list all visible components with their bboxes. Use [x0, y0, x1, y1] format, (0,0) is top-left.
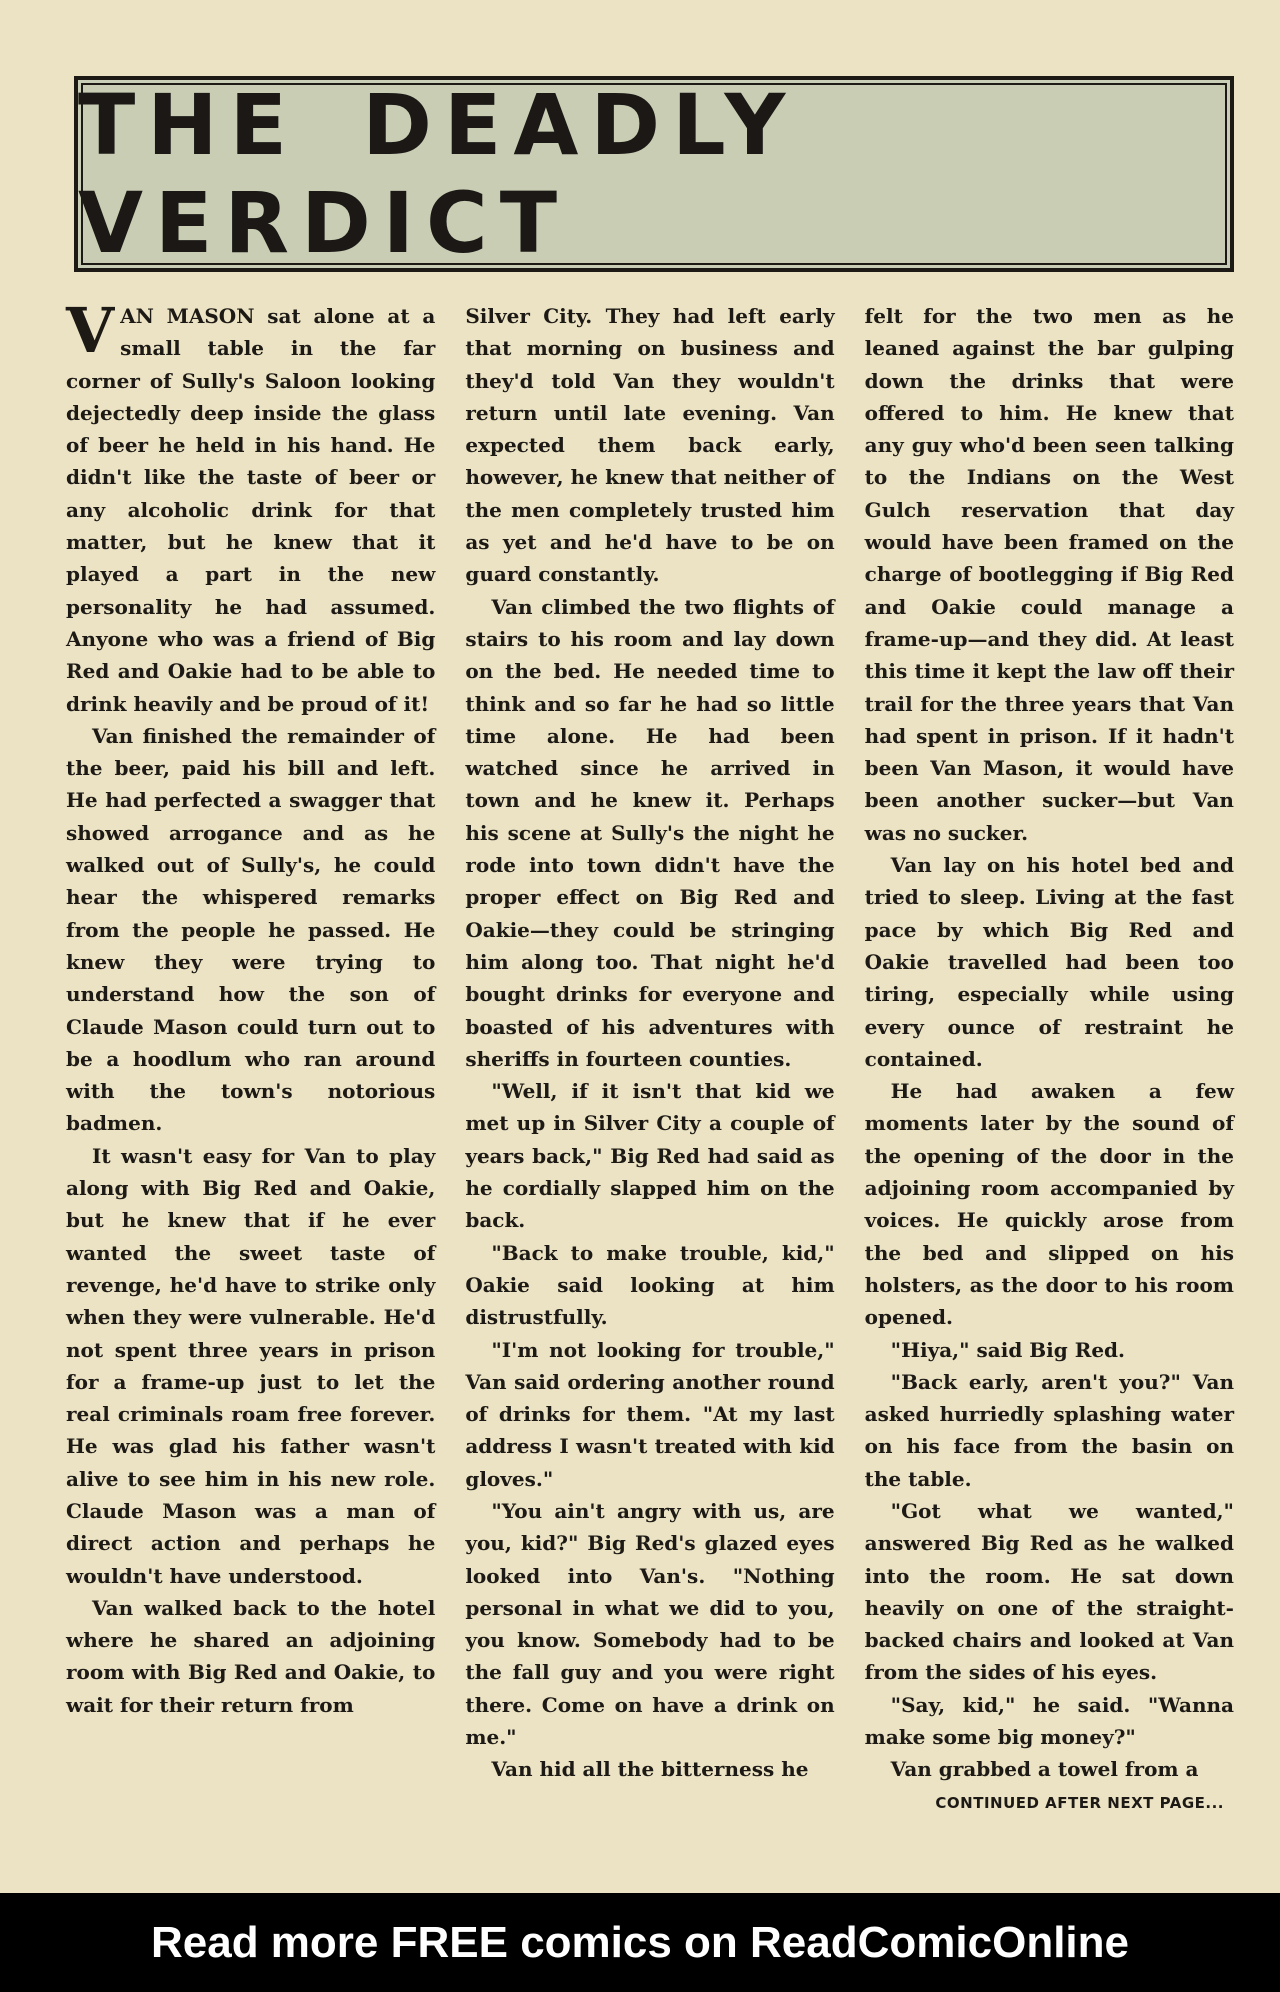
continued-note: CONTINUED AFTER NEXT PAGE... — [935, 1794, 1224, 1812]
column-2 — [465, 300, 834, 1830]
paragraph: Van walked back to the hotel where he shared an adjoining room with Big Red and Oakie, to wait for their return from — [66, 1595, 436, 1717]
paragraph: "Well, if it isn't that kid we met up in Silver City a couple of years back," Big Red had said as he cordially slapped him on the back. — [465, 1079, 835, 1233]
paragraph: "You ain't angry with us, are you, kid?" Big Red's glazed eyes looked into Van's. "Nothing personal in what we did to you, you know. Somebody had to be the fall guy and you were right there. Come on have a drink on me." — [465, 1498, 835, 1750]
column-1 — [66, 294, 436, 1830]
paragraph: "Back to make trouble, kid," Oakie said looking at him distrustfully. — [465, 1240, 835, 1330]
paragraph: He had awaken a few moments later by the sound of the opening of the door in the adjoining room accompanied by voices. He quickly arose from the bed and slipped on his holsters, as the door to his room opened. — [864, 1079, 1234, 1330]
paragraph: "Hiya," said Big Red. — [890, 1337, 1126, 1362]
paragraph: Van lay on his hotel bed and tried to sleep. Living at the fast pace by which Big Red and Oakie travelled had been too tiring, especially while using every ounce of restraint he contained. — [864, 853, 1234, 1071]
paragraph: "Got what we wanted," answered Big Red as he walked into the room. He sat down heavily on one of the straight-backed chairs and looked at Van from the sides of his eyes. — [864, 1498, 1234, 1685]
footer-banner[interactable] — [0, 1893, 1280, 1992]
paragraph: It wasn't easy for Van to play along with Big Red and Oakie, but he knew that if he ever wanted the sweet taste of revenge, he'd have to strike only when they were vulnerable. He'd not spent three years in prison for a frame-up just to let the real criminals roam free forever. He was glad his father wasn't alive to see him in his new role. Claude Mason was a man of direct action and perhaps he wouldn't have understood. — [66, 1143, 436, 1588]
drop-cap: V — [66, 294, 115, 367]
column-3 — [865, 300, 1234, 1830]
paragraph: Van hid all the bitterness he — [491, 1757, 809, 1782]
paragraph: Silver City. They had left early that morning on business and they'd told Van they wouldn't return until late evening. Van expected them back early, however, he knew that neither of the men completely trusted him as yet and he'd have to be on guard constantly. — [465, 304, 835, 587]
paragraph: Van grabbed a towel from a — [890, 1757, 1199, 1782]
paragraph: "Say, kid," he said. "Wanna make some big money?" — [864, 1692, 1234, 1750]
paragraph-text: AN MASON sat alone at a small table in the far corner of Sully's Saloon looking dejectedly deep inside the glass of beer he held in his hand. He didn't like the taste of beer or any alcoholic drink for that matter, but he knew that it played a part in the new personality he had assumed. Anyone who was a friend of Big Red and Oakie had to be able to drink heavily and be proud of it! — [66, 304, 436, 716]
paragraph: felt for the two men as he leaned against the bar gulping down the drinks that were offered to him. He knew that any guy who'd been seen talking to the Indians on the West Gulch reservation that day would have been framed on the charge of bootlegging if Big Red and Oakie could manage a frame-up—and they did. At least this time it kept the law off their trail for the three years that Van had spent in prison. If it hadn't been Van Mason, it would have been another sucker—but Van was no sucker. — [864, 304, 1234, 845]
paragraph — [66, 294, 436, 720]
footer-link-text[interactable]: Read more FREE comics on ReadComicOnline — [150, 1917, 1129, 1967]
story-title: THE DEADLY VERDICT — [78, 76, 798, 272]
paragraph: Van finished the remainder of the beer, paid his bill and left. He had perfected a swagger that showed arrogance and as he walked out of Sully's, he could hear the whispered remarks from the people he passed. He knew they were trying to understand how the son of Claude Mason could turn out to be a hoodlum who ran around with the town's notorious badmen. — [66, 723, 436, 1136]
title-banner — [74, 76, 1234, 272]
paragraph: Van climbed the two flights of stairs to his room and lay down on the bed. He needed time to think and so far he had so little time alone. He had been watched since he arrived in town and he knew it. Perhaps his scene at Sully's the night he rode into town didn't have the proper effect on Big Red and Oakie—they could be stringing him along too. That night he'd bought drinks for everyone and boasted of his adventures with sheriffs in fourteen counties. — [465, 594, 835, 1071]
paragraph: "Back early, aren't you?" Van asked hurriedly splashing water on his face from the basin on the table. — [864, 1369, 1234, 1491]
paragraph: "I'm not looking for trouble," Van said ordering another round of drinks for them. "At my last address I wasn't treated with kid gloves." — [465, 1337, 835, 1491]
story-columns — [66, 294, 1234, 1830]
